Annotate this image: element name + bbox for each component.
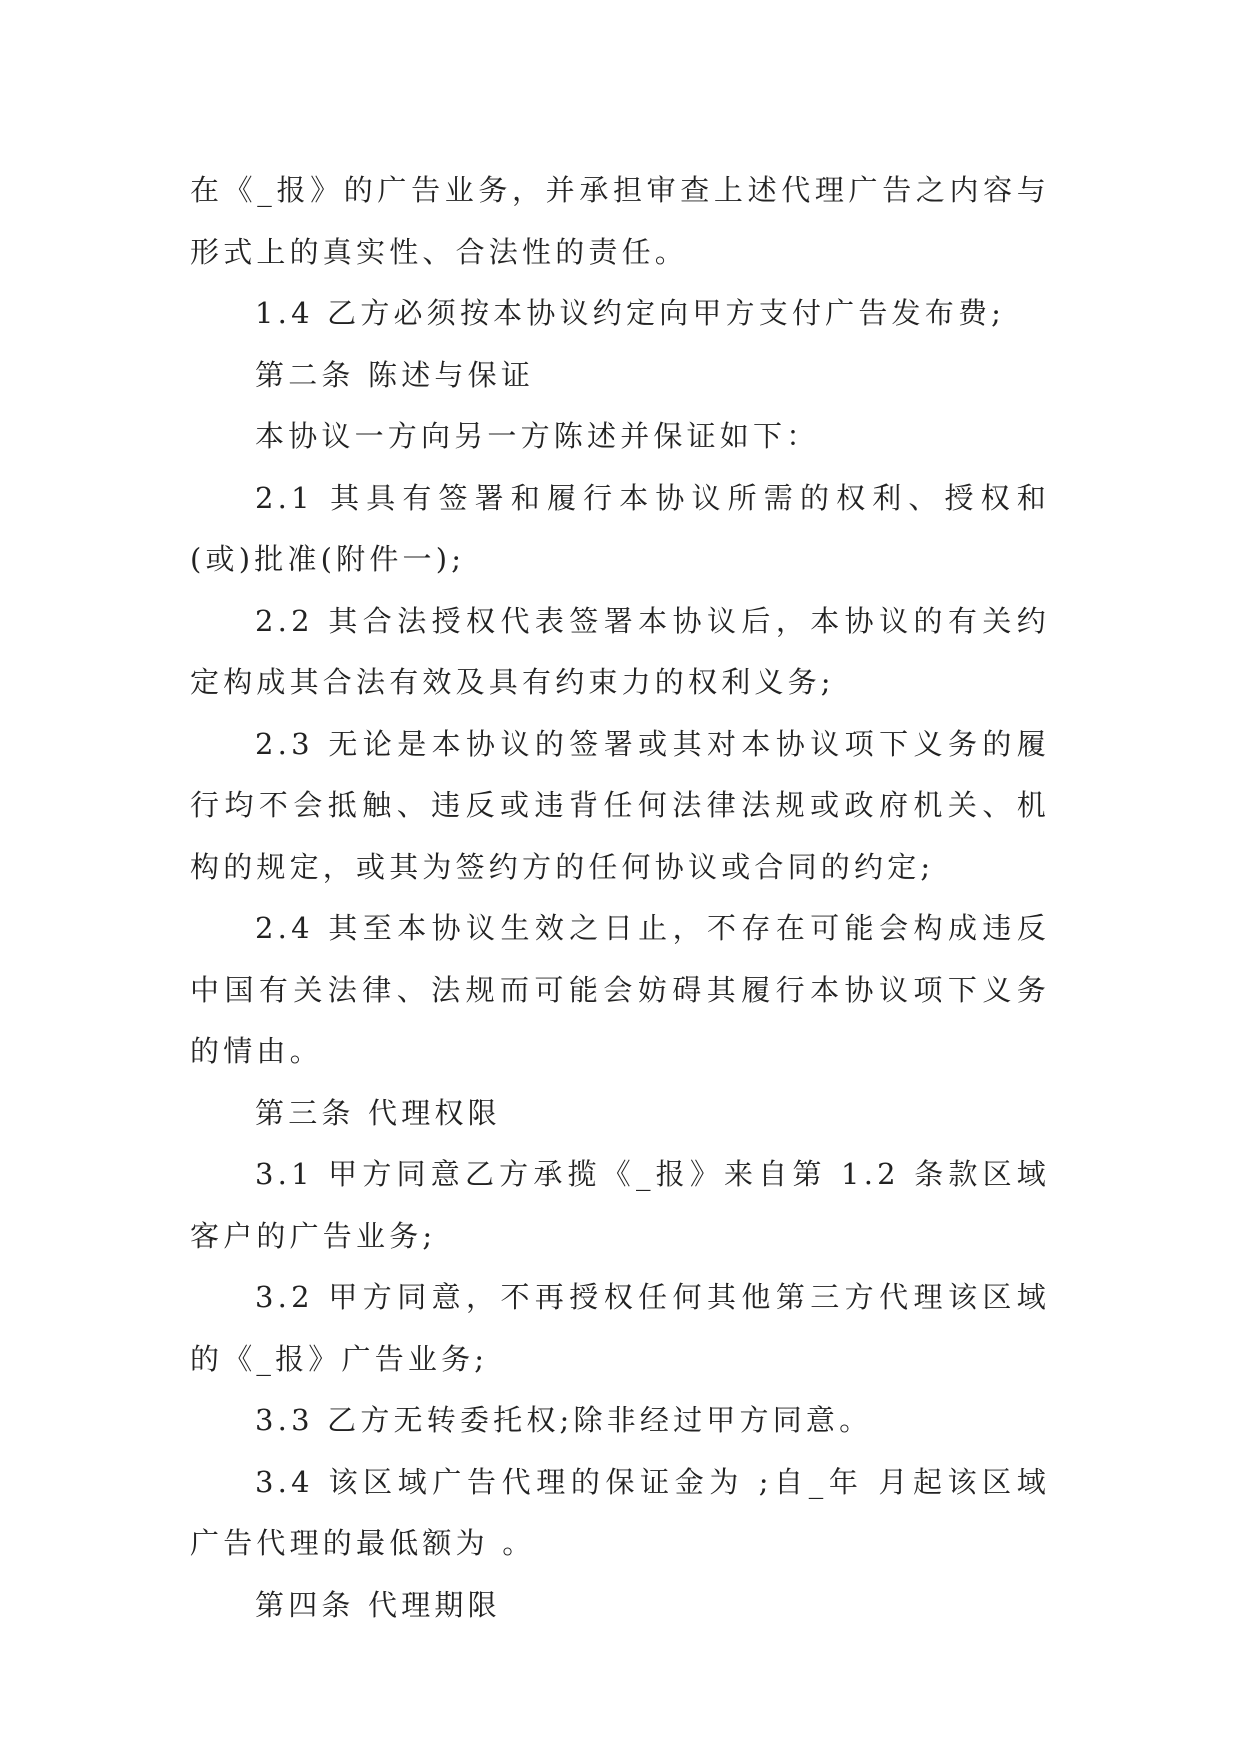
article-heading-4: 第四条 代理期限 (255, 1587, 501, 1622)
article-heading-2: 第二条 陈述与保证 (255, 357, 535, 392)
paragraph-2: 1.4 乙方必须按本协议约定向甲方支付广告发布费; (255, 296, 1006, 330)
paragraph-9: 3.2 甲方同意，不再授权任何其他第三方代理该区域的《_报》广告业务; (190, 1280, 1050, 1376)
paragraph-6: 2.3 无论是本协议的签署或其对本协议项下义务的履行均不会抵触、违反或违背任何法律法规或政府机关、机构的规定，或其为签约方的任何协议或合同的约定; (190, 726, 1050, 884)
paragraph-4: 2.1 其具有签署和履行本协议所需的权利、授权和(或)批准(附件一); (190, 480, 1050, 576)
article-heading-3: 第三条 代理权限 (255, 1095, 501, 1130)
paragraph-7: 2.4 其至本协议生效之日止，不存在可能会构成违反中国有关法律、法规而可能会妨碍其履行本协议项下义务的情由。 (190, 911, 1050, 1068)
paragraph-8: 3.1 甲方同意乙方承揽《_报》来自第 1.2 条款区域客户的广告业务; (190, 1157, 1050, 1253)
paragraph-3: 本协议一方向另一方陈述并保证如下： (255, 419, 820, 453)
paragraph-5: 2.2 其合法授权代表签署本协议后，本协议的有关约定构成其合法有效及具有约束力的权利义务; (190, 603, 1050, 699)
paragraph-10: 3.3 乙方无转委托权;除非经过甲方同意。 (255, 1403, 873, 1437)
document-body (190, 160, 1050, 1636)
paragraph-1: 在《_报》的广告业务，并承担审查上述代理广告之内容与形式上的真实性、合法性的责任。 (190, 173, 1050, 269)
paragraph-11: 3.4 该区域广告代理的保证金为 ;自_年 月起该区域广告代理的最低额为 。 (190, 1464, 1050, 1560)
